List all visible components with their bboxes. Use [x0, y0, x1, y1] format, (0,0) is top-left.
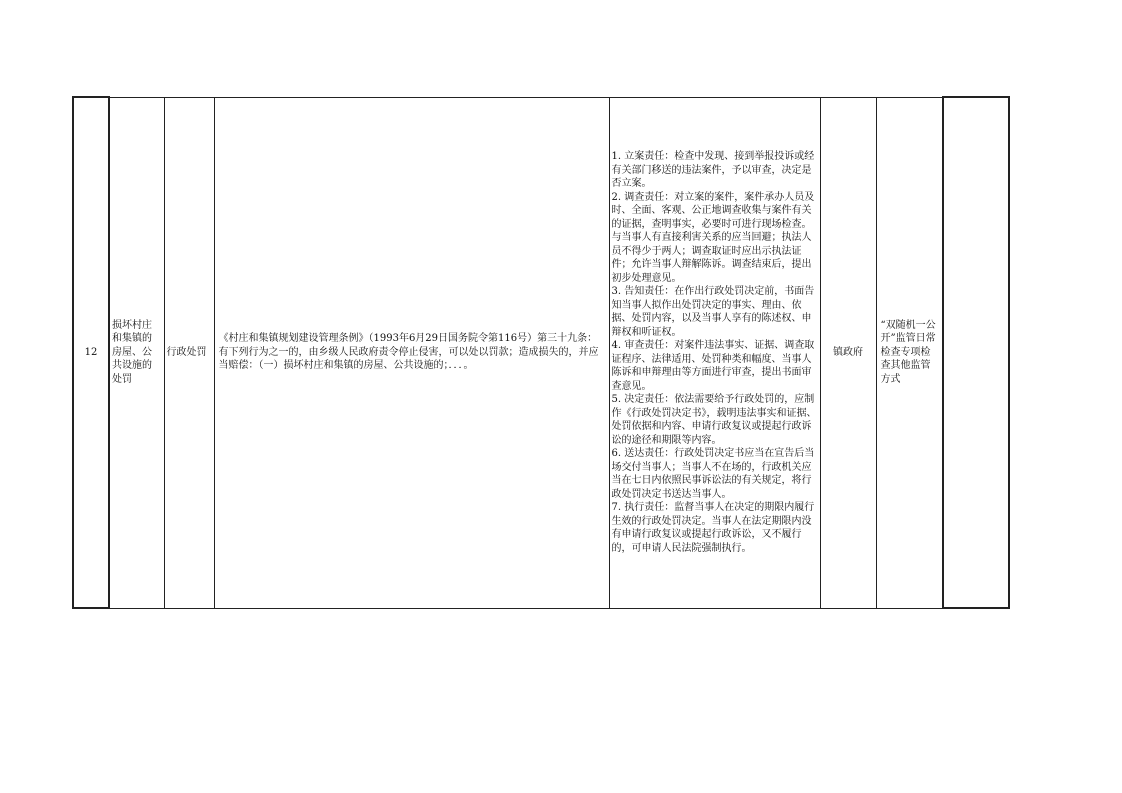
responsibility-table	[72, 96, 1010, 609]
legal-basis: 《村庄和集镇规划建设管理条例》（1993年6月29日国务院令第116号）第三十九条：有下列行为之一的，由乡级人民政府责令停止侵害，可以处以罚款；造成损失的，并应当赔偿：（一）损坏村庄和集镇的房屋、公共设施的；．．．。	[218, 333, 599, 372]
agency: 镇政府	[833, 346, 863, 358]
item-name: 损坏村庄和集镇的房屋、公共设施的处罚	[112, 319, 152, 385]
legal-basis-cell	[214, 97, 609, 608]
duty-review: 4. 审查责任：对案件违法事实、证据、调查取证程序、法律适用、处罚种类和幅度、当事人陈诉和申辩理由等方面进行审查，提出书面审查意见。	[611, 340, 815, 392]
row-number: 12	[84, 346, 98, 358]
duty-investigation: 2. 调查责任：对立案的案件，案件承办人员及时、全面、客观、公正地调查收集与案件有关的证据，查明事实，必要时可进行现场检查。与当事人有直接利害关系的应当回避；执法人员不得少于两人；调查取证时应出示执法证件；允许当事人辩解陈诉。调查结束后，提出初步处理意见。	[611, 191, 815, 284]
row-number-cell	[73, 97, 109, 608]
item-name-cell	[109, 97, 164, 608]
duty-decision: 5. 决定责任：依法需要给予行政处罚的，应制作《行政处罚决定书》，载明违法事实和证据、处罚依据和内容、申请行政复议或提起行政诉讼的途径和期限等内容。	[611, 394, 817, 446]
remarks-cell	[943, 97, 1009, 608]
responsibilities-cell	[609, 97, 820, 608]
supervision-cell	[876, 97, 943, 608]
table-row	[73, 97, 1009, 608]
duty-delivery: 6. 送达责任：行政处罚决定书应当在宣告后当场交付当事人；当事人不在场的，行政机关应当在七日内依照民事诉讼法的有关规定，将行政处罚决定书送达当事人。	[611, 448, 815, 500]
category-cell	[164, 97, 214, 608]
duty-notification: 3. 告知责任：在作出行政处罚决定前，书面告知当事人拟作出处罚决定的事实、理由、依据、处罚内容，以及当事人享有的陈述权、申辩权和听证权。	[611, 286, 815, 338]
duty-enforcement: 7. 执行责任：监督当事人在决定的期限内履行生效的行政处罚决定。当事人在法定期限内没有申请行政复议或提起行政诉讼，又不履行的，可申请人民法院强制执行。	[611, 502, 815, 554]
agency-cell	[820, 97, 876, 608]
category: 行政处罚	[166, 346, 207, 358]
supervision-methods: “双随机一公开”监管日常检查专项检查其他监管方式	[880, 319, 936, 385]
duty-filing: 1. 立案责任：检查中发现、接到举报投诉或经有关部门移送的违法案件，予以审查，决定是否立案。	[611, 151, 815, 189]
